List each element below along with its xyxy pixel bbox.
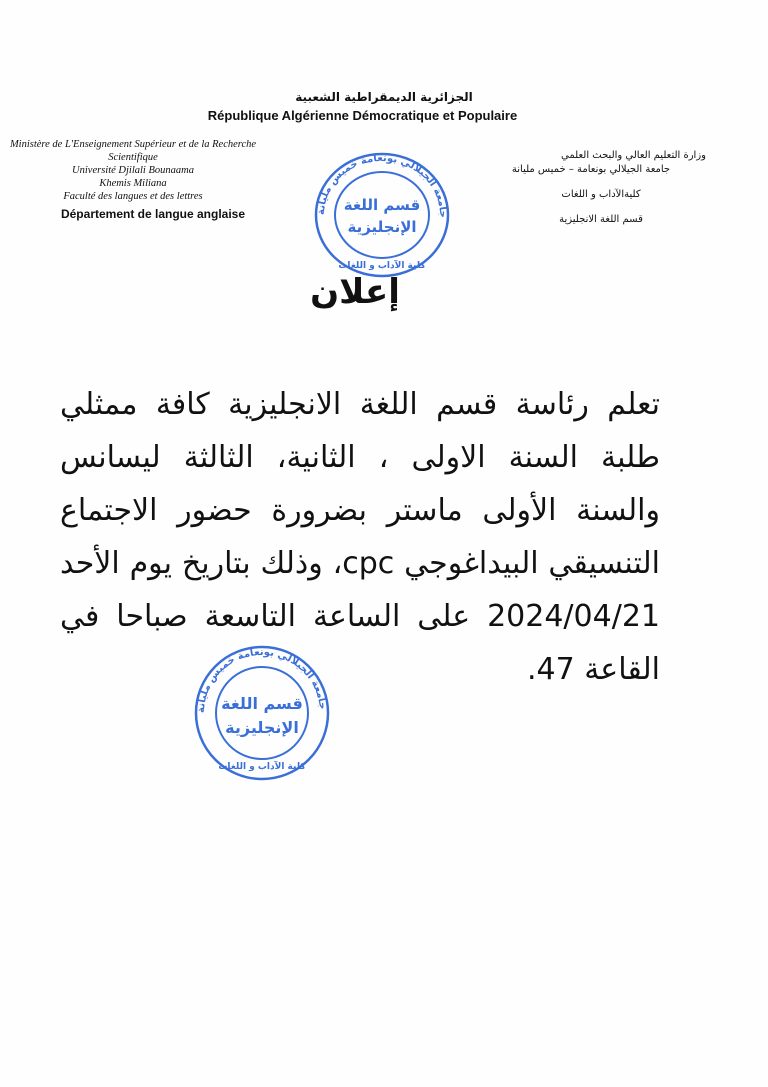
stamp-bottom-center-line1: قسم اللغة [221,694,303,713]
ministry-line-fr: Ministère de L'Enseignement Supérieur et de la Recherche Scientifique [9,139,257,163]
stamp-bottom-text: كلية الآداب و اللغات [338,261,426,271]
department-stamp-bottom [192,643,332,783]
city-line-fr: Khemis Miliana [99,178,167,189]
stamp-bottom-center-line2: الإنجليزية [225,718,299,737]
announcement-body: تعلم رئاسة قسم اللغة الانجليزية كافة ممثلي طلبة السنة الاولى ، الثانية، الثالثة ليسانس والسنة الأولى ماستر بضرورة حضور الاجتماع التنسيقي البيداغوجي cpc، وذلك بتاريخ يوم الأحد 2024/04/21 على الساعة التاسعة صباحا في القاعة 47. [60,387,660,687]
department-line-fr: Département de langue anglaise [60,207,246,221]
stamp-bottom-faculty-text: كلية الآداب و اللغات [218,762,306,772]
university-line-ar: جامعة الجيلالي بونعامة – خميس مليانة [511,164,671,175]
header-arabic-republic: الجزائرية الديمقراطية الشعبية [295,90,473,104]
announcement-title: إعلان [310,272,400,312]
ministry-line-ar: وزارة التعليم العالي والبحث العلمي [561,150,706,161]
faculty-line-ar: كليةالآداب و اللغات [561,189,641,200]
stamp-center-line1: قسم اللغة [343,196,421,214]
header-french-republic: République Algérienne Démocratique et Populaire [207,108,518,123]
stamp-ring-text: جامعة الجيلالي بونعامة خميس مليانة [315,152,449,218]
left-institution-block [8,138,258,221]
department-stamp-top [312,150,452,280]
stamp-center-line2: الإنجليزية [347,218,417,236]
university-line-fr: Université Djilali Bounaama [72,165,194,176]
faculty-line-fr: Faculté des langues et des lettres [63,191,203,202]
stamp-ring-text-bottom: جامعة الجيلالي بونعامة خميس مليانة [195,646,328,714]
right-institution-block [496,150,706,239]
department-line-ar: قسم اللغة الانجليزية [559,214,643,225]
